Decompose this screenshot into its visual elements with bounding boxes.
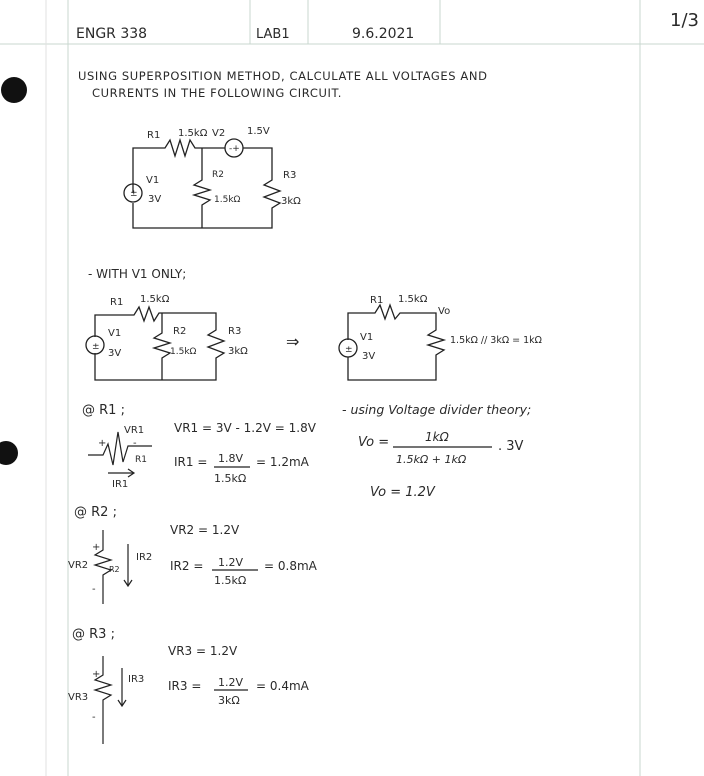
main-r1-value: 1.5kΩ: [178, 128, 208, 139]
equiv-vo-label: Vo: [438, 306, 451, 317]
main-r3-value: 3kΩ: [281, 196, 301, 207]
r3-sketch-ir: IR3: [128, 674, 145, 685]
problem-line-1: USING SUPERPOSITION METHOD, CALCULATE ALL VOLTAGES AND: [78, 69, 488, 83]
r2-sketch-vr: VR2: [68, 560, 89, 571]
r2-sketch-plus: +: [92, 542, 101, 553]
v1only-v1-value: 3V: [108, 348, 122, 359]
r3-sketch-vr: VR3: [68, 692, 89, 703]
course-label: ENGR 338: [76, 26, 148, 42]
v1only-r1-value: 1.5kΩ: [140, 294, 170, 305]
r3-voltage-eq: VR3 = 1.2V: [168, 644, 238, 658]
main-v1-symbol: ±: [130, 189, 138, 199]
r2-sketch-rlabel: R2: [109, 565, 120, 574]
main-v1-value: 3V: [148, 194, 162, 205]
v1only-r2-label: R2: [173, 326, 187, 337]
r1-sketch-vr: VR1: [124, 425, 145, 436]
r1-current-lhs: IR1 =: [174, 455, 208, 469]
v1-only-circuit: [86, 307, 224, 380]
main-r2-label: R2: [212, 170, 224, 180]
main-v2-value: 1.5V: [247, 126, 270, 137]
v1only-r1-label: R1: [110, 297, 124, 308]
r1-sketch-minus: -: [133, 438, 137, 449]
divider-lhs: Vo =: [358, 435, 390, 450]
r3-current-rhs: = 0.4mA: [256, 679, 309, 693]
r2-sketch-ir: IR2: [136, 552, 153, 563]
equiv-v1-value: 3V: [362, 351, 376, 362]
divider-mult: . 3V: [498, 439, 524, 454]
v1only-r2-value: 1.5kΩ: [170, 347, 197, 357]
r1-current-den: 1.5kΩ: [214, 472, 247, 485]
main-v2-symbol: -+: [229, 144, 240, 154]
equiv-r1-value: 1.5kΩ: [398, 294, 428, 305]
with-v1-heading: - WITH V1 ONLY;: [88, 267, 187, 281]
divider-den: 1.5kΩ + 1kΩ: [396, 453, 467, 466]
r1-current-rhs: = 1.2mA: [256, 455, 309, 469]
date-label: 9.6.2021: [352, 26, 415, 42]
problem-line-2: CURRENTS IN THE FOLLOWING CIRCUIT.: [92, 86, 342, 100]
r2-current-lhs: IR2 =: [170, 559, 204, 573]
equiv-r1-label: R1: [370, 295, 384, 306]
main-r1-label: R1: [147, 130, 161, 141]
main-circuit-labels: [130, 126, 301, 207]
r3-current-num: 1.2V: [218, 676, 244, 689]
equiv-v1-symbol: ±: [345, 345, 353, 355]
divider-result: Vo = 1.2V: [370, 485, 435, 500]
main-r2-value: 1.5kΩ: [214, 195, 241, 205]
r2-current-rhs: = 0.8mA: [264, 559, 317, 573]
at-r1-label: @ R1 ;: [82, 403, 125, 418]
r1-sketch-rlabel: R1: [135, 455, 147, 465]
equivalent-arrow: ⇒: [286, 332, 300, 351]
main-v2-label: V2: [212, 128, 226, 139]
equiv-parallel: 1.5kΩ // 3kΩ = 1kΩ: [450, 335, 542, 346]
r2-voltage-eq: VR2 = 1.2V: [170, 523, 240, 537]
v1-only-labels: [92, 294, 248, 359]
r1-sketch-plus: +: [98, 438, 107, 449]
r1-current-num: 1.8V: [218, 452, 244, 465]
v1only-r3-value: 3kΩ: [228, 346, 248, 357]
equiv-v1-label: V1: [360, 332, 374, 343]
binder-hole-middle: [0, 441, 18, 465]
main-r3-label: R3: [283, 170, 297, 181]
lab-label: LAB1: [256, 27, 290, 42]
v1only-v1-symbol: ±: [92, 342, 100, 352]
r3-sketch-plus: +: [92, 669, 101, 680]
r3-sketch-minus: -: [92, 712, 96, 723]
r1-sketch-ir: IR1: [112, 479, 129, 490]
r1-voltage-eq: VR1 = 3V - 1.2V = 1.8V: [174, 421, 316, 435]
r3-current-den: 3kΩ: [218, 694, 240, 707]
at-r2-label: @ R2 ;: [74, 505, 117, 520]
at-r3-label: @ R3 ;: [72, 627, 115, 642]
equivalent-circuit: [339, 305, 444, 380]
page-number: 1/3: [670, 10, 699, 31]
equivalent-labels: [345, 294, 542, 362]
main-v1-label: V1: [146, 175, 160, 186]
divider-title: - using Voltage divider theory;: [342, 402, 532, 417]
v1only-v1-label: V1: [108, 328, 122, 339]
v1only-r3-label: R3: [228, 326, 242, 337]
r3-current-lhs: IR3 =: [168, 679, 202, 693]
r2-sketch-minus: -: [92, 584, 96, 595]
r2-current-num: 1.2V: [218, 556, 244, 569]
divider-num: 1kΩ: [425, 430, 449, 444]
r2-current-den: 1.5kΩ: [214, 574, 247, 587]
binder-hole-top: [1, 77, 27, 103]
